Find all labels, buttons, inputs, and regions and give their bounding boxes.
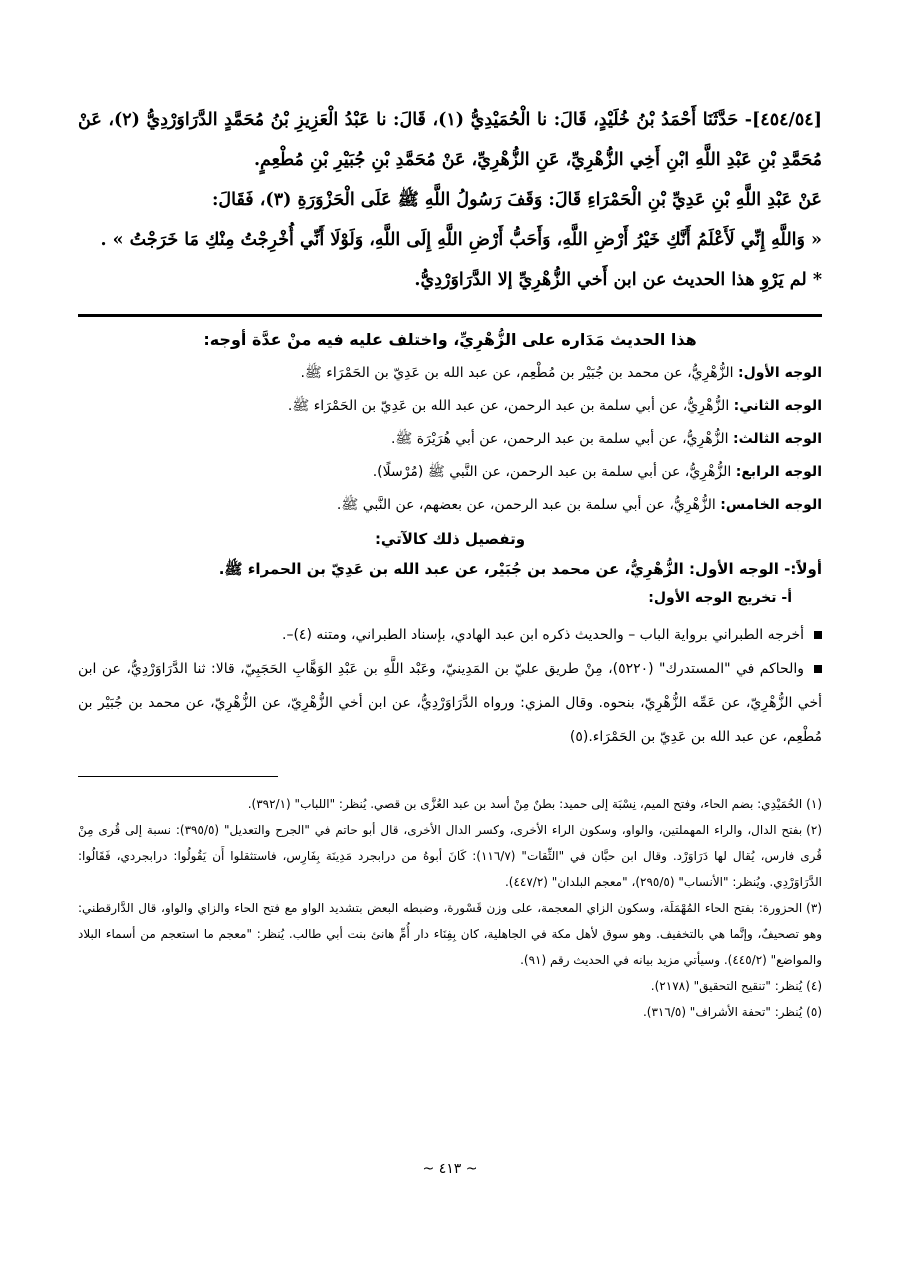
wajh-label: الوجه الخامس: xyxy=(720,497,822,513)
hadith-isnad: [٤٥٤/٥٤]- حَدَّثَنَا أَحْمَدُ بْنُ خُلَيْدٍ، قَالَ: نا الْحُمَيْدِيُّ (١)، قَالَ: نا عَبْدُ الْعَزِيزِ بْنُ مُحَمَّدٍ الدَّرَاوَرْدِيُّ (٢)، عَنْ مُحَمَّدِ بْنِ عَبْدِ اللَّهِ ابْنِ أَخِي الزُّهْرِيِّ، عَنِ الزُّهْرِيِّ، عَنْ مُحَمَّدِ بْنِ جُبَيْرِ بْنِ مُطْعِمٍ. xyxy=(78,110,822,170)
footnote-divider xyxy=(78,776,278,777)
footnote-number: (١) xyxy=(806,797,822,811)
page-number: ~ ٤١٣ ~ xyxy=(422,1161,478,1177)
page-body xyxy=(78,100,822,1025)
wajh-label: الوجه الثالث: xyxy=(733,431,822,447)
footnote-text: يُنظر: "تحفة الأشراف" (٣١٦/٥). xyxy=(642,1005,803,1019)
footnote-number: (٤) xyxy=(806,979,822,993)
footnote-text: الحُمَيْدِي: بضم الحاء، وفتح الميم، نِسْبَة إلى حميد: بطنٌ مِنْ أسد بن عبد العُزَّى بن قصي. يُنظر: "اللباب" (٣٩٢/١). xyxy=(247,797,803,811)
wajh-label: الوجه الرابع: xyxy=(735,464,822,480)
hadith-narrator: عَنْ عَبْدِ اللَّهِ بْنِ عَدِيِّ بْنِ الْحَمْرَاءِ قَالَ: وَقَفَ رَسُولُ اللَّهِ ﷺ عَلَى الْحَزْوَرَةِ (٣)، فَقَالَ: xyxy=(211,190,822,210)
section-divider xyxy=(78,314,822,317)
footnote-number: (٢) xyxy=(806,823,822,837)
footnotes xyxy=(78,791,822,1025)
first-wajh-heading: أولاً:- الوجه الأول: الزُّهْرِيُّ، عن محمد بن جُبَيْر، عن عبد الله بن عَدِيّ بن الحمراء ﷺ. xyxy=(218,560,822,578)
bullet-icon xyxy=(814,631,822,639)
wajh-item xyxy=(78,357,822,390)
section-title: هذا الحديث مَدَاره على الزُّهْرِيِّ، واختلف عليه فيه منْ عدَّة أوجه: xyxy=(203,330,697,349)
footnote xyxy=(78,791,822,817)
footnote-text: بفتح الدال، والراء المهملتين، والواو، وسكون الراء الأخرى، وكسر الدال الأخرى، قال أبو حاتم في "الجرح والتعديل" (٣٩٥/٥): نسبة إلى قُرى مِنْ قُرى فارس، يُقال لها دَرَاوَرْد. وقال ابن حبَّان في "الثِّقات" (١١٦/٧): كَانَ أبوهُ من درابجرد مَدِينَة بِفَارِس، فاستثقلوا أَن يَقُولُوا: درابجردي، فَقَالُوا: الدَّرَاوَرْدِي. ويُنظر: "الأنساب" (٢٩٥/٥)، "معجم البلدان" (٤٤٧/٢). xyxy=(78,823,822,889)
footnote-number: (٣) xyxy=(806,901,822,915)
wajh-item xyxy=(78,489,822,522)
takhrij-text: أخرجه الطبراني برواية الباب – والحديث ذكره ابن عبد الهادي، بإسناد الطبراني، ومتنه (٤)–. xyxy=(282,627,804,643)
footnote-text: الحزورة: بفتح الحاء المُهْمَلَة، وسكون الزاي المعجمة، على وزن قَسْورة، وضبطه البعض بتشديد الواو مع فتح الحاء والزاي والواو، قال الدَّارقطني: وهو تصحيفٌ، وإنَّما هي بالتخفيف. وهو سوق لأهل مكة في الجاهلية، كان بِفِنَاء دار أُمِّ هانئ بنت أبي طالب. يُنظر: "معجم ما استعجم من أسماء البلاد والمواضع" (٤٤٥/٢). وسيأتي مزيد بيانه في الحديث رقم (٩١). xyxy=(78,901,822,967)
wajh-text: الزُّهْرِيُّ، عن محمد بن جُبَيْر بن مُطْعِم، عن عبد الله بن عَدِيّ بن الحَمْرَاء ﷺ. xyxy=(300,365,734,381)
takhrij-item xyxy=(78,652,822,754)
footnote-text: يُنظر: "تنقيح التحقيق" (٢١٧٨). xyxy=(650,979,803,993)
wajh-text: الزُّهْرِيُّ، عن أبي سلمة بن عبد الرحمن، عن النَّبي ﷺ (مُرْسلًا). xyxy=(372,464,732,480)
wajh-text: الزُّهْرِيُّ، عن أبي سلمة بن عبد الرحمن، عن أبي هُرَيْرَة ﷺ. xyxy=(390,431,729,447)
takhrij-item xyxy=(78,618,822,652)
hadith-note: * لم يَرْوِ هذا الحديث عن ابن أَخي الزُّهْرِيِّ إلا الدَّرَاوَرْدِيُّ. xyxy=(414,270,822,290)
footnote xyxy=(78,817,822,895)
wajh-label: الوجه الثاني: xyxy=(733,398,822,414)
wajh-item xyxy=(78,390,822,423)
wajh-text: الزُّهْرِيُّ، عن أبي سلمة بن عبد الرحمن، عن عبد الله بن عَدِيّ بن الحَمْرَاء ﷺ. xyxy=(287,398,730,414)
takhrij-text: والحاكم في "المستدرك" (٥٢٢٠)، مِنْ طريق عليّ بن المَدِينيّ، وعَبْد اللَّهِ بن عَبْدِ الوَهَّابِ الحَجَبِيّ، قالا: ثنا الدَّرَاوَرْدِيُّ، عن ابن أخي الزُّهْرِيّ، عن عَمِّه الزُّهْرِيّ، بنحوه. وقال المزي: ورواه الدَّرَاوَرْدِيُّ، عن ابن أخي الزُّهْرِيّ، عن الزُّهْرِيّ، عن محمد بن جُبَيْر بن مُطْعِم، عن عبد الله بن عَدِيّ بن الحَمْرَاء.(٥) xyxy=(78,661,822,745)
hadith-text xyxy=(78,100,822,300)
wajh-label: الوجه الأول: xyxy=(738,365,822,381)
footnote xyxy=(78,895,822,973)
footnote-number: (٥) xyxy=(806,1005,822,1019)
wajh-item xyxy=(78,423,822,456)
footnote xyxy=(78,973,822,999)
details-title: وتفصيل ذلك كالآتي: xyxy=(374,530,526,548)
first-wajh-subheading: أ- تخريج الوجه الأول: xyxy=(648,590,792,606)
bullet-icon xyxy=(814,665,822,673)
footnote xyxy=(78,999,822,1025)
wujuh-list xyxy=(78,357,822,522)
wajh-item xyxy=(78,456,822,489)
hadith-matn: « وَاللَّهِ إِنِّي لَأَعْلَمُ أَنَّكِ خَيْرُ أَرْضِ اللَّهِ، وَأَحَبُّ أَرْضِ اللَّهِ إِلَى اللَّهِ، وَلَوْلَا أَنِّي أُخْرِجْتُ مِنْكِ مَا خَرَجْتُ » . xyxy=(100,230,822,250)
wajh-text: الزُّهْرِيُّ، عن أبي سلمة بن عبد الرحمن، عن بعضهم، عن النَّبي ﷺ. xyxy=(336,497,716,513)
